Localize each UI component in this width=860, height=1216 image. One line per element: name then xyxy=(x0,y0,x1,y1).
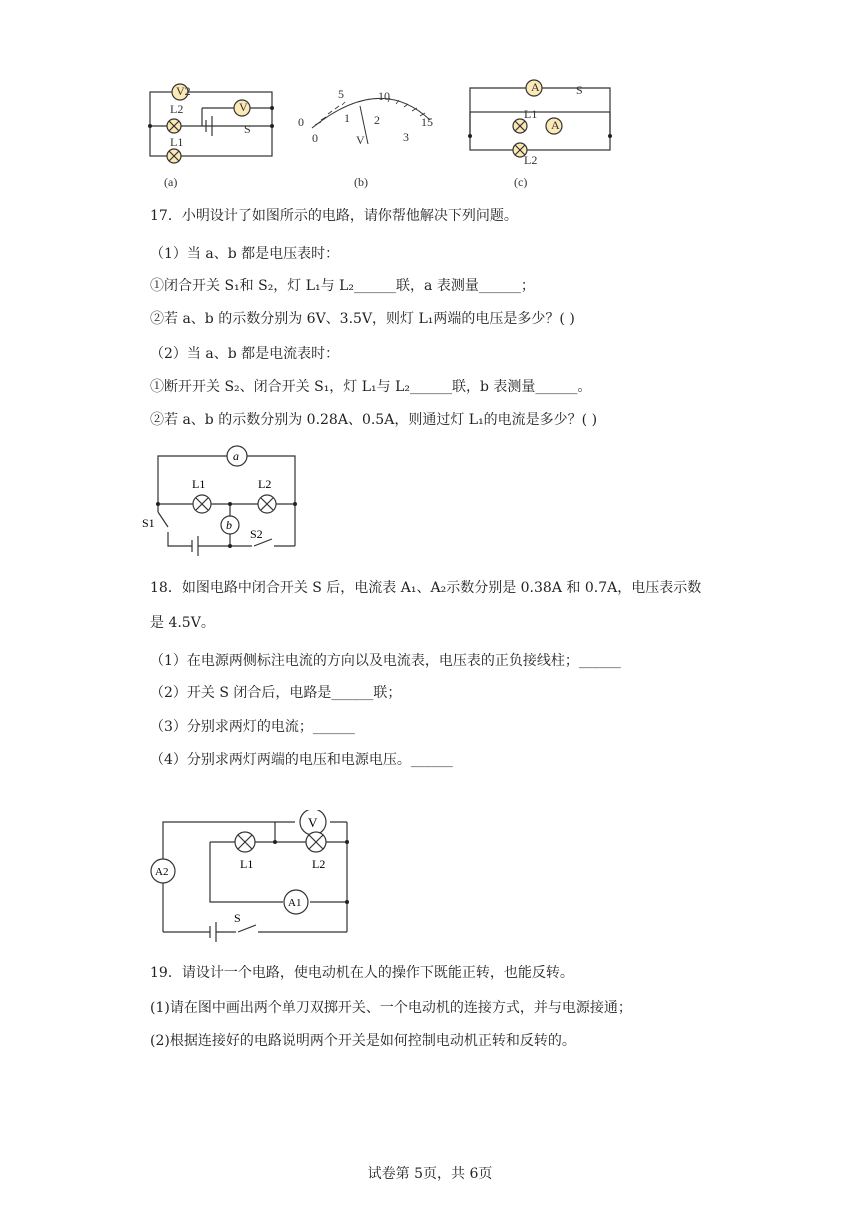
q17-part1: （1）当 a、b 都是电压表时： xyxy=(150,246,340,262)
fig-c-switch-label: S xyxy=(576,83,583,97)
q19-part2: (2)根据连接好的电路说明两个开关是如何控制电动机正转和反转的。 xyxy=(150,1033,576,1049)
q17-title: 17．小明设计了如图所示的电路，请你帮他解决下列问题。 xyxy=(150,208,518,224)
q18-fig-meter-v: V xyxy=(308,815,318,830)
q18-circuit-figure xyxy=(140,810,360,945)
q17-part2-item2: ②若 a、b 的示数分别为 0.28A、0.5A，则通过灯 L₁的电流是多少？( ) xyxy=(150,412,598,428)
figure-top-row xyxy=(140,78,630,196)
q17-fig-lamp-l2: L2 xyxy=(258,477,272,491)
q19-part1: (1)请在图中画出两个单刀双掷开关、一个电动机的连接方式，并与电源接通； xyxy=(150,1000,632,1016)
q17-fig-switch-s1: S1 xyxy=(142,516,155,530)
fig-b-scale-top-10: 10 xyxy=(378,89,390,103)
fig-b-caption: (b) xyxy=(354,175,368,189)
q18-part1: （1）在电源两侧标注电流的方向以及电流表，电压表的正负接线柱；______ xyxy=(150,653,621,669)
fig-c-a-label: A xyxy=(531,80,540,94)
fig-c-a2-label: A xyxy=(551,118,560,132)
q18-fig-meter-a1: A1 xyxy=(288,897,302,909)
q18-fig-lamp-l2: L2 xyxy=(312,857,326,871)
q17-fig-lamp-l1: L1 xyxy=(192,477,206,491)
fig-a-caption: (a) xyxy=(164,175,178,189)
page-footer: 试卷第 5页，共 6页 xyxy=(367,1166,493,1182)
q17-fig-meter-b: b xyxy=(226,518,232,532)
q18-fig-lamp-l1: L1 xyxy=(240,857,254,871)
q18-part4: （4）分别求两灯两端的电压和电源电压。______ xyxy=(150,752,453,768)
fig-b-zero-inner: 0 xyxy=(312,131,318,145)
fig-c-caption: (c) xyxy=(514,175,528,189)
q17-fig-meter-a: a xyxy=(233,449,239,463)
fig-a-v1-label: V xyxy=(239,100,248,114)
q17-part2: （2）当 a、b 都是电流表时： xyxy=(150,346,340,362)
fig-b-scale-bottom-2: 2 xyxy=(374,113,380,127)
q18-part3: （3）分别求两灯的电流；______ xyxy=(150,719,355,735)
q18-title-line1: 18．如图电路中闭合开关 S 后，电流表 A₁、A₂示数分别是 0.38A 和 0.7A，电压表示数 xyxy=(150,580,702,596)
fig-b-scale-top-5: 5 xyxy=(338,87,344,101)
fig-a-l2-label: L2 xyxy=(170,102,184,116)
fig-b-pointer-label: V xyxy=(356,133,365,147)
fig-b-zero-outer: 0 xyxy=(298,115,304,129)
fig-c-l2-label: L2 xyxy=(524,153,538,167)
q18-fig-meter-a2: A2 xyxy=(155,866,169,878)
q17-part1-item1: ①闭合开关 S₁和 S₂，灯 L₁与 L₂______联，a 表测量______； xyxy=(150,278,535,294)
q19-title: 19．请设计一个电路，使电动机在人的操作下既能正转，也能反转。 xyxy=(150,965,574,981)
fig-c-l1-label: L1 xyxy=(524,107,538,121)
q17-part1-item2: ②若 a、b 的示数分别为 6V、3.5V，则灯 L₁两端的电压是多少？( ) xyxy=(150,311,575,327)
fig-a-switch-label: S xyxy=(244,122,251,136)
q18-part2: （2）开关 S 闭合后，电路是______联； xyxy=(150,685,402,701)
q17-circuit-figure xyxy=(140,442,310,560)
fig-b-scale-top-15: 15 xyxy=(421,115,433,129)
fig-a-l1-label: L1 xyxy=(170,135,184,149)
fig-b-scale-bottom-1: 1 xyxy=(344,111,350,125)
q18-fig-switch: S xyxy=(234,911,241,925)
q17-part2-item1: ①断开开关 S₂、闭合开关 S₁，灯 L₁与 L₂______联，b 表测量______。 xyxy=(150,379,592,395)
q18-title-line2: 是 4.5V。 xyxy=(150,615,215,631)
q17-fig-switch-s2: S2 xyxy=(250,527,263,541)
fig-a-v2-label: V2 xyxy=(176,84,191,98)
fig-b-scale-bottom-3: 3 xyxy=(403,130,409,144)
